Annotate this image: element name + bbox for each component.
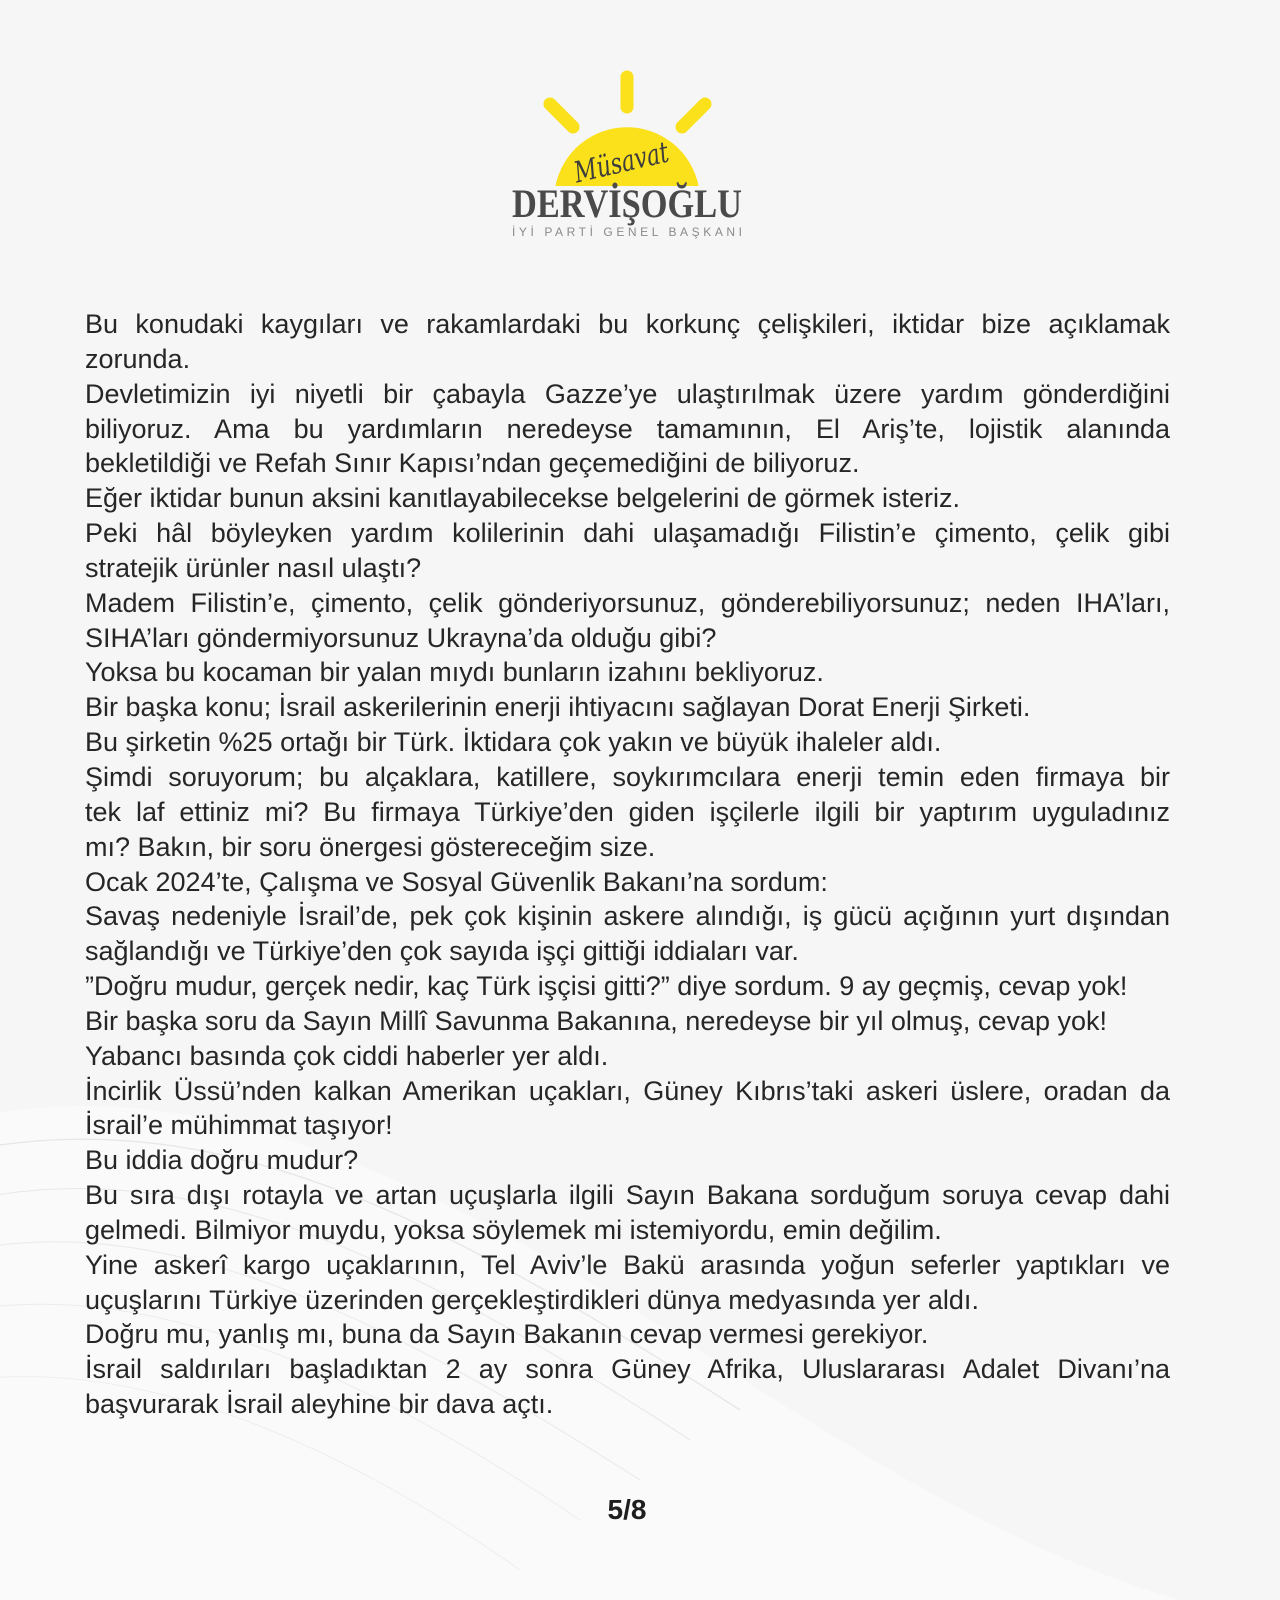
sun-ray-right bbox=[682, 104, 705, 127]
logo-script-text: Müsavat bbox=[570, 127, 702, 190]
paragraph-line: İsrail saldırıları başladıktan 2 ay sonra Güney Afrika, Uluslararası Adalet Divanı’na bbox=[85, 1354, 1170, 1385]
paragraph-line: Yoksa bu kocaman bir yalan mıydı bunların izahını bekliyoruz. bbox=[85, 657, 824, 688]
paragraph-line: Madem Filistin’e, çimento, çelik gönderiyorsunuz, gönderebiliyorsunuz; neden IHA’ları, bbox=[85, 587, 1170, 618]
paragraph bbox=[85, 1352, 1170, 1422]
paragraph bbox=[85, 1317, 1170, 1352]
page-number: 5/8 bbox=[607, 1494, 647, 1525]
paragraph-line: Şimdi soruyorum; bu alçaklara, katillere, soykırımcılara enerji temin eden firmaya bir bbox=[85, 761, 1170, 792]
paragraph bbox=[85, 1004, 1170, 1039]
paragraph bbox=[85, 1143, 1170, 1178]
paragraph-line: gelmedi. Bilmiyor muydu, yoksa söylemek mi istemiyordu, emin değilim. bbox=[85, 1214, 942, 1245]
paragraph bbox=[85, 899, 1170, 969]
paragraph-line: Bu şirketin %25 ortağı bir Türk. İktidara çok yakın ve büyük ihaleler aldı. bbox=[85, 727, 942, 758]
paragraph bbox=[85, 586, 1170, 656]
party-logo bbox=[0, 0, 1280, 260]
paragraph bbox=[85, 725, 1170, 760]
paragraph-line: Doğru mu, yanlış mı, buna da Sayın Bakanın cevap vermesi gerekiyor. bbox=[85, 1319, 929, 1350]
paragraph-line: Ocak 2024’te, Çalışma ve Sosyal Güvenlik Bakanı’na sordum: bbox=[85, 866, 828, 897]
paragraph bbox=[85, 760, 1170, 865]
paragraph-line: Bir başka soru da Sayın Millî Savunma Bakanına, neredeyse bir yıl olmuş, cevap yok! bbox=[85, 1005, 1107, 1036]
paragraph-line: ”Doğru mudur, gerçek nedir, kaç Türk işçisi gitti?” diye sordum. 9 ay geçmiş, cevap yok! bbox=[85, 971, 1128, 1002]
paragraph-line: Bir başka konu; İsrail askerilerinin enerji ihtiyacını sağlayan Dorat Enerji Şirketi. bbox=[85, 692, 1031, 723]
paragraph-line: bekletildiği ve Refah Sınır Kapısı’ndan geçemediğini de biliyoruz. bbox=[85, 448, 860, 479]
paragraph-line: Bu sıra dışı rotayla ve artan uçuşlarla ilgili Sayın Bakana sorduğum soruya cevap dahi bbox=[85, 1180, 1170, 1211]
paragraph-line: İncirlik Üssü’nden kalkan Amerikan uçakları, Güney Kıbrıs’taki askeri üslere, oradan da bbox=[85, 1075, 1170, 1106]
paragraph-line: Bu konudaki kaygıları ve rakamlardaki bu korkunç çelişkileri, iktidar bize açıklamak bbox=[85, 309, 1170, 339]
paragraph bbox=[85, 655, 1170, 690]
paragraph-line: başvurarak İsrail aleyhine bir dava açtı. bbox=[85, 1389, 554, 1420]
paragraph bbox=[85, 690, 1170, 725]
paragraph bbox=[85, 1074, 1170, 1144]
paragraph-line: Peki hâl böyleyken yardım kolilerinin dahi ulaşamadığı Filistin’e çimento, çelik gibi bbox=[85, 518, 1170, 549]
paragraph bbox=[85, 1178, 1170, 1248]
paragraph-line: uçuşlarını Türkiye üzerinden gerçekleştirdikleri dünya medyasında yer aldı. bbox=[85, 1284, 979, 1315]
statement-text bbox=[85, 307, 1170, 1422]
paragraph bbox=[85, 969, 1170, 1004]
paragraph-line: biliyoruz. Ama bu yardımların neredeyse tamamının, El Ariş’te, lojistik alanında bbox=[85, 413, 1170, 444]
logo-subtitle-text: İYİ PARTİ GENEL BAŞKANI bbox=[512, 225, 742, 239]
logo-name-text: DERVİŞOĞLU bbox=[512, 181, 742, 226]
paragraph-line: stratejik ürünler nasıl ulaştı? bbox=[85, 552, 422, 583]
paragraph-line: tek laf ettiniz mi? Bu firmaya Türkiye’den giden işçilerle ilgili bir yaptırım uyguladınız bbox=[85, 796, 1170, 827]
paragraph bbox=[85, 516, 1170, 586]
paragraph-line: Savaş nedeniyle İsrail’de, pek çok kişinin askere alındığı, iş gücü açığının yurt dışından bbox=[85, 901, 1170, 932]
sun-ray-left bbox=[550, 104, 573, 127]
paragraph bbox=[85, 481, 1170, 516]
paragraph-line: Yine askerî kargo uçaklarının, Tel Aviv’le Bakü arasında yoğun seferler yaptıkları ve bbox=[85, 1249, 1170, 1280]
paragraph-line: mı? Bakın, bir soru önergesi göstereceğim size. bbox=[85, 831, 656, 862]
paragraph-line: İsrail’e mühimmat taşıyor! bbox=[85, 1110, 393, 1141]
paragraph bbox=[85, 865, 1170, 900]
paragraph bbox=[85, 377, 1170, 482]
paragraph bbox=[85, 307, 1170, 377]
paragraph bbox=[85, 1248, 1170, 1318]
paragraph-line: Bu iddia doğru mudur? bbox=[85, 1145, 359, 1176]
paragraph-line: SIHA’ları göndermiyorsunuz Ukrayna’da olduğu gibi? bbox=[85, 622, 717, 653]
paragraph-line: Devletimizin iyi niyetli bir çabayla Gazze’ye ulaştırılmak üzere yardım gönderdiğini bbox=[85, 378, 1170, 409]
paragraph-line: Yabancı basında çok ciddi haberler yer aldı. bbox=[85, 1040, 609, 1071]
paragraph bbox=[85, 1039, 1170, 1074]
paragraph-line: zorunda. bbox=[85, 343, 191, 374]
paragraph-line: sağlandığı ve Türkiye’den çok sayıda işçi gittiği iddiaları var. bbox=[85, 936, 799, 967]
paragraph-line: Eğer iktidar bunun aksini kanıtlayabilecekse belgelerini de görmek isteriz. bbox=[85, 483, 960, 514]
